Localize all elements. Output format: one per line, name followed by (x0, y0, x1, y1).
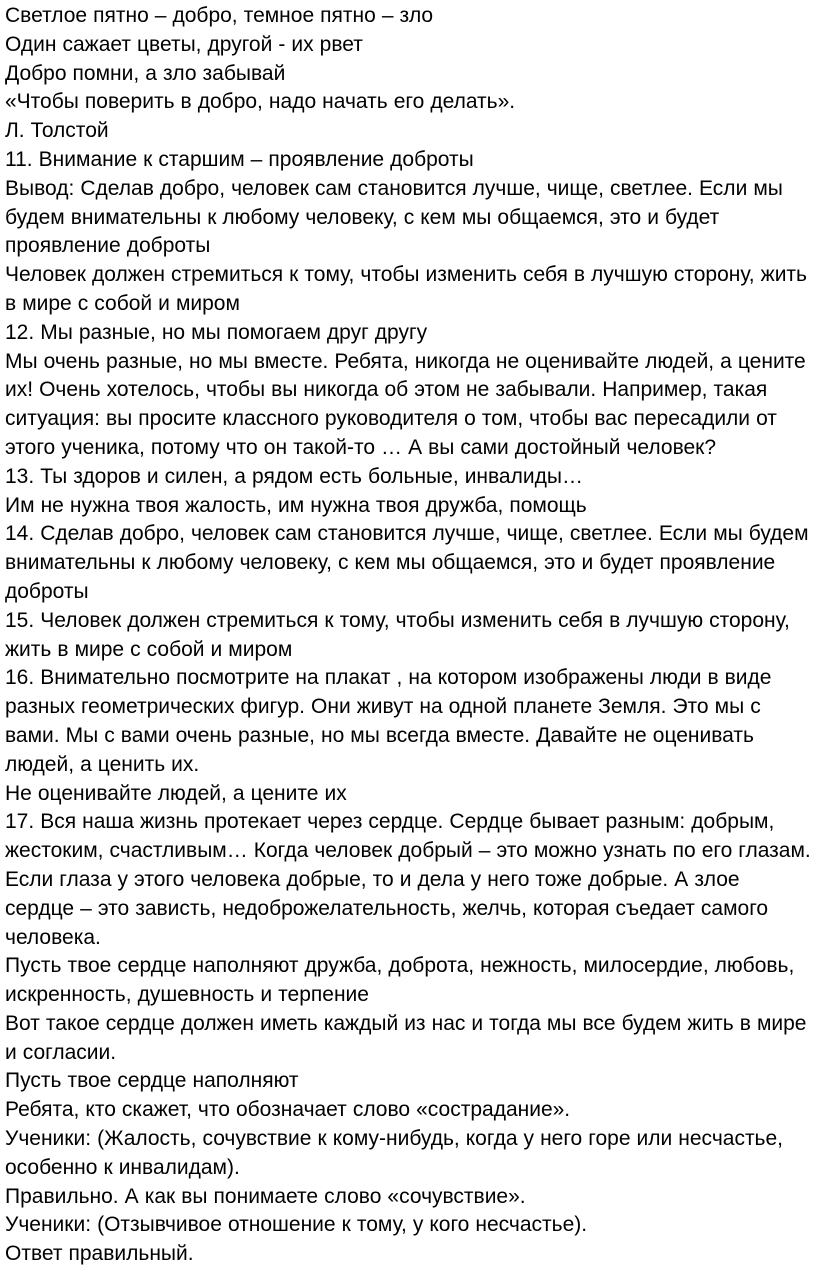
paragraph: Ученики: (Отзывчивое отношение к тому, у кого несчастье). (5, 1213, 588, 1237)
quote: «Чтобы поверить в добро, надо начать его делать». (5, 90, 516, 114)
section-heading: 13. Ты здоров и силен, а рядом есть больные, инвалиды… (5, 464, 583, 488)
document-body (5, 2, 813, 1269)
paragraph: Ученики: (Жалость, сочувствие к кому-нибудь, когда у него горе или несчастье, особенно к инвалидам). (5, 1127, 784, 1179)
paragraph: Им не нужна твоя жалость, им нужна твоя дружба, помощь (5, 493, 587, 517)
section-heading: 17. Вся наша жизнь протекает через сердце. Сердце бывает разным: добрым, жестоким, счастливым… Когда человек добрый – это можно узнать по его глазам. Если глаза у этого человека добрые, то и дела у него тоже добрые. А злое сердце – это зависть, недоброжелательность, желчь, которая съедает самого человека. (5, 810, 811, 949)
paragraph: Один сажает цветы, другой - их рвет (5, 32, 363, 56)
section-heading: 12. Мы разные, но мы помогаем друг другу (5, 320, 428, 344)
paragraph: Мы очень разные, но мы вместе. Ребята, никогда не оценивайте людей, а цените их! Очень хотелось, чтобы вы никогда об этом не забывали. Например, такая ситуация: вы просите классного руководителя о том, чтобы вас пересадили от этого ученика, потому что он такой-то … А вы сами достойный человек? (5, 349, 806, 459)
section-heading: 16. Внимательно посмотрите на плакат , на котором изображены люди в виде разных геометрических фигур. Они живут на одной планете Земля. Это мы с вами. Мы с вами очень разные, но мы всегда вместе. Давайте не оценивать людей, а ценить их. (5, 666, 772, 776)
paragraph: Добро помни, а зло забывай (5, 61, 286, 85)
paragraph: Ответ правильный. (5, 1242, 194, 1266)
section-heading: 11. Внимание к старшим – проявление доброты (5, 147, 474, 171)
paragraph: Не оценивайте людей, а цените их (5, 781, 347, 805)
paragraph: Правильно. А как вы понимаете слово «сочувствие». (5, 1184, 526, 1208)
section-heading: 14. Сделав добро, человек сам становится лучше, чище, светлее. Если мы будем внимательны к любому человеку, с кем мы общаемся, это и будет проявление доброты (5, 522, 809, 603)
section-heading: 15. Человек должен стремиться к тому, чтобы изменить себя в лучшую сторону, жить в мире с собой и миром (5, 608, 790, 661)
paragraph: Вот такое сердце должен иметь каждый из нас и тогда мы все будем жить в мире и согласии. (5, 1011, 807, 1064)
paragraph: Вывод: Сделав добро, человек сам становится лучше, чище, светлее. Если мы будем внимательны к любому человеку, с кем мы общаемся, это и будет проявление доброты (5, 176, 783, 258)
quote-author: Л. Толстой (5, 119, 109, 143)
paragraph: Человек должен стремиться к тому, чтобы изменить себя в лучшую сторону, жить в мире с собой и миром (5, 263, 807, 315)
paragraph: Светлое пятно – добро, темное пятно – зло (5, 4, 434, 27)
paragraph: Пусть твое сердце наполняют дружба, доброта, нежность, милосердие, любовь, искренность, душевность и терпение (5, 954, 795, 1007)
paragraph: Ребята, кто скажет, что обозначает слово «сострадание». (5, 1098, 571, 1122)
paragraph: Пусть твое сердце наполняют (5, 1069, 299, 1093)
